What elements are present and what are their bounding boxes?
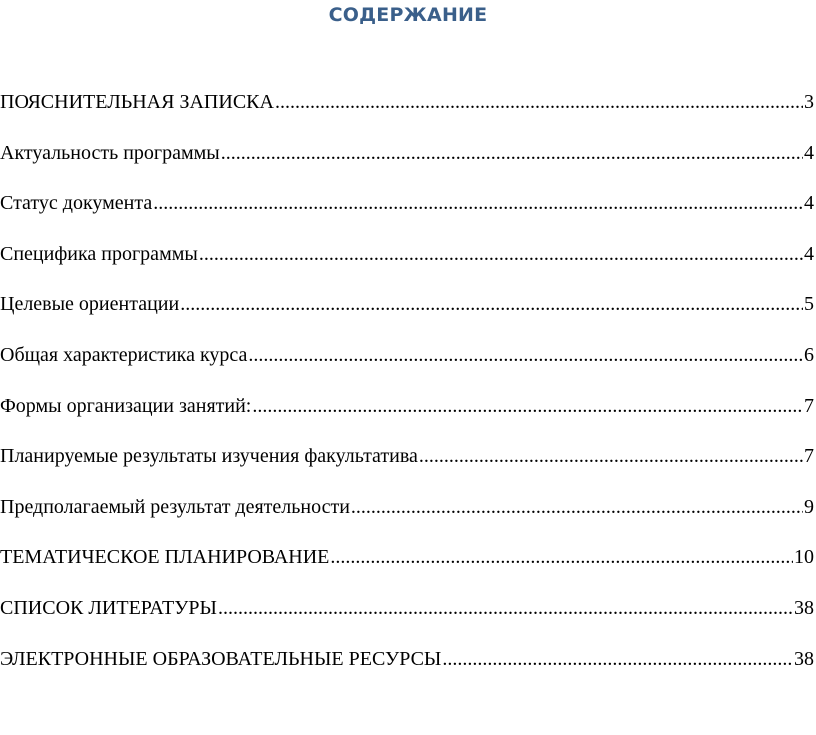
toc-dot-leader bbox=[252, 395, 803, 418]
toc-dot-leader bbox=[442, 648, 793, 671]
page-title: СОДЕРЖАНИЕ bbox=[328, 4, 488, 26]
toc-dot-leader bbox=[248, 344, 803, 367]
toc-dot-leader bbox=[218, 597, 793, 620]
toc-entry-label: Формы организации занятий: bbox=[0, 394, 252, 417]
toc-entry-page: 5 bbox=[804, 293, 814, 316]
toc-dot-leader bbox=[180, 293, 803, 316]
toc-entry[interactable] bbox=[0, 344, 816, 395]
toc-entry[interactable] bbox=[0, 293, 816, 344]
toc-entry-label: Планируемые результаты изучения факультатива bbox=[0, 445, 418, 468]
toc-entry-label: Специфика программы bbox=[0, 242, 198, 265]
toc-entry-page: 4 bbox=[804, 242, 814, 265]
toc-entry-page: 3 bbox=[804, 91, 814, 113]
toc-dot-leader bbox=[419, 445, 803, 468]
toc-entry[interactable] bbox=[0, 648, 816, 699]
toc-entry[interactable] bbox=[0, 597, 816, 648]
toc-dot-leader bbox=[221, 142, 803, 165]
toc-entry[interactable] bbox=[0, 192, 816, 243]
toc-entry-label: Статус документа bbox=[0, 192, 153, 215]
toc-entry[interactable] bbox=[0, 496, 816, 547]
toc-entry-page: 4 bbox=[804, 141, 814, 164]
toc-entry[interactable] bbox=[0, 91, 816, 142]
toc-entry-page: 10 bbox=[794, 546, 814, 569]
toc-entry-page: 38 bbox=[794, 647, 814, 670]
table-of-contents bbox=[0, 91, 816, 698]
toc-entry[interactable] bbox=[0, 142, 816, 193]
toc-entry[interactable] bbox=[0, 546, 816, 597]
toc-entry-page: 4 bbox=[804, 192, 814, 215]
toc-dot-leader bbox=[199, 243, 803, 266]
toc-dot-leader bbox=[153, 192, 803, 215]
toc-entry[interactable] bbox=[0, 243, 816, 294]
toc-entry[interactable] bbox=[0, 445, 816, 496]
toc-dot-leader bbox=[275, 91, 803, 114]
toc-entry-label: Общая характеристика курса bbox=[0, 343, 248, 366]
toc-entry-label: Актуальность программы bbox=[0, 141, 220, 164]
toc-entry-page: 7 bbox=[804, 394, 814, 417]
toc-dot-leader bbox=[330, 546, 793, 569]
toc-entry-page: 7 bbox=[804, 445, 814, 468]
toc-dot-leader bbox=[351, 496, 803, 519]
toc-entry-page: 38 bbox=[794, 596, 814, 619]
toc-entry-label: Предполагаемый результат деятельности bbox=[0, 495, 350, 518]
toc-entry[interactable] bbox=[0, 395, 816, 446]
toc-entry-page: 9 bbox=[804, 495, 814, 518]
toc-entry-page: 6 bbox=[804, 343, 814, 366]
toc-entry-label: СПИСОК ЛИТЕРАТУРЫ bbox=[0, 596, 217, 619]
toc-entry-label: ЭЛЕКТРОННЫЕ ОБРАЗОВАТЕЛЬНЫЕ РЕСУРСЫ bbox=[0, 647, 442, 670]
toc-entry-label: ПОЯСНИТЕЛЬНАЯ ЗАПИСКА bbox=[0, 91, 274, 113]
toc-entry-label: Целевые ориентации bbox=[0, 293, 180, 316]
toc-entry-label: ТЕМАТИЧЕСКОЕ ПЛАНИРОВАНИЕ bbox=[0, 546, 330, 569]
